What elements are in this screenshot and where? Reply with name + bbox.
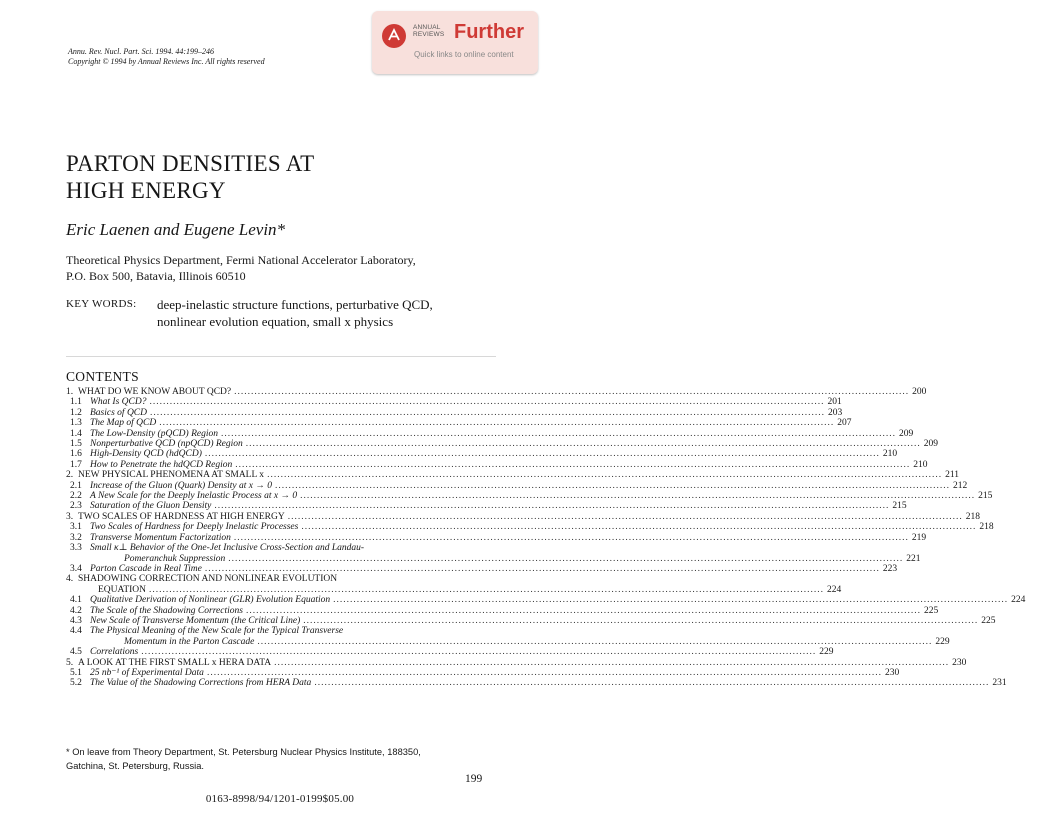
toc-entry[interactable] <box>66 574 498 584</box>
toc-leader-dots: ........................................................................................................................................................................................................ <box>245 605 921 616</box>
toc-entry-page: 224 <box>827 584 842 595</box>
toc-entry-page: 224 <box>1011 595 1026 606</box>
toc-leader-dots: ........................................................................................................................................................................................................ <box>234 387 910 397</box>
toc-entry[interactable] <box>66 449 898 460</box>
toc-entry[interactable] <box>66 553 921 564</box>
toc-entry[interactable] <box>66 511 980 522</box>
toc-entry-label: The Scale of the Shadowing Corrections <box>90 605 243 616</box>
badge-subtitle: Quick links to online content <box>414 50 514 59</box>
toc-leader-dots: ........................................................................................................................................................................................................ <box>150 407 825 418</box>
toc-entry-page: 215 <box>892 501 907 512</box>
toc-entry-label: A New Scale for the Deeply Inelastic Process at x → 0 <box>90 491 298 502</box>
toc-entry-label: Transverse Momentum Factorization <box>90 532 231 543</box>
toc-entry-number: 3.4 <box>70 563 82 574</box>
title-line2: HIGH ENERGY <box>66 178 226 203</box>
toc-leader-dots: ........................................................................................................................................................................................................ <box>214 501 890 512</box>
section-divider <box>66 356 496 357</box>
toc-entry-page: 229 <box>935 636 950 647</box>
toc-leader-dots: ........................................................................................................................................................................................................ <box>220 428 896 439</box>
toc-entry-page: 209 <box>898 428 914 439</box>
toc-entry-number: 4.5 <box>70 647 82 658</box>
keywords-text <box>157 296 497 330</box>
toc-entry-label: Increase of the Gluon (Quark) Density at x → 0 <box>90 480 272 491</box>
toc-entry-number: 4.2 <box>70 605 82 616</box>
toc-leader-dots: ........................................................................................................................................................................................................ <box>228 553 904 564</box>
toc-leader-dots: ........................................................................................................................................................................................................ <box>233 532 909 543</box>
toc-leader-dots: ........................................................................................................................................................................................................ <box>141 647 817 658</box>
toc-entry-number: 1.3 <box>70 418 82 429</box>
affiliation <box>66 252 496 284</box>
toc-entry-label: Two Scales of Hardness for Deeply Inelastic Processes <box>90 522 299 533</box>
toc-entry-label: Small κ⊥ Behavior of the One-Jet Inclusive Cross-Section and Landau- <box>90 543 365 554</box>
toc-entry-label: 25 nb⁻¹ of Experimental Data <box>90 667 204 678</box>
toc-entry-label: SHADOWING CORRECTION AND NONLINEAR EVOLUTION <box>78 574 338 585</box>
toc-entry-number: 3.1 <box>70 522 82 533</box>
toc-entry-label: Momentum in the Parton Cascade <box>124 636 255 647</box>
toc-entry[interactable] <box>66 501 907 512</box>
toc-entry-label: New Scale of Transverse Momentum (the Critical Line) <box>90 615 301 626</box>
toc-entry-page: 200 <box>912 387 927 397</box>
badge-brand <box>413 24 453 38</box>
toc-entry-page: 203 <box>828 407 843 418</box>
footnote-line2: Gatchina, St. Petersburg, Russia. <box>66 761 204 771</box>
toc-entry[interactable] <box>66 387 927 397</box>
toc-leader-dots: ........................................................................................................................................................................................................ <box>206 667 882 678</box>
toc-leader-dots: ........................................................................................................................................................................................................ <box>235 459 911 470</box>
toc-entry-label: Qualitative Derivation of Nonlinear (GLR) Evolution Equation <box>90 595 331 606</box>
toc-entry[interactable] <box>66 491 993 502</box>
toc-entry-label: How to Penetrate the hdQCD Region <box>90 459 233 470</box>
affiliation-line1: Theoretical Physics Department, Fermi National Accelerator Laboratory, <box>66 253 416 267</box>
toc-leader-dots: ........................................................................................................................................................................................................ <box>287 511 963 522</box>
badge-brand-line1: ANNUAL <box>413 24 441 31</box>
title-line1: PARTON DENSITIES AT <box>66 151 315 176</box>
toc-entry-page: 225 <box>923 605 939 616</box>
toc-entry-number: 1.7 <box>70 459 82 470</box>
toc-entry-label: The Map of QCD <box>90 418 157 429</box>
toc-entry[interactable] <box>66 470 959 481</box>
toc-entry-number: 5.2 <box>70 678 82 689</box>
toc-entry-page: 221 <box>906 553 921 564</box>
toc-entry-page: 215 <box>978 491 993 502</box>
toc-entry-number: 4.4 <box>70 626 82 637</box>
toc-entry[interactable] <box>66 459 928 470</box>
toc-leader-dots: ........................................................................................................................................................................................................ <box>149 584 825 595</box>
toc-entry[interactable] <box>66 584 842 595</box>
toc-entry-page: 229 <box>819 647 834 658</box>
toc-entry[interactable] <box>66 397 842 408</box>
toc-entry-page: 225 <box>981 615 996 626</box>
toc-leader-dots: ........................................................................................................................................................................................................ <box>274 657 950 668</box>
toc-leader-dots: ........................................................................................................................................................................................................ <box>300 491 976 502</box>
toc-entry-number: 1.5 <box>70 439 82 450</box>
toc-entry[interactable] <box>66 595 1026 606</box>
toc-leader-dots: ........................................................................................................................................................................................................ <box>257 636 933 647</box>
affiliation-line2: P.O. Box 500, Batavia, Illinois 60510 <box>66 269 246 283</box>
toc-entry[interactable] <box>66 418 852 429</box>
toc-entry-page: 207 <box>837 418 852 429</box>
toc-entry-number: 1.2 <box>70 407 82 418</box>
annual-reviews-logo-icon <box>382 24 406 48</box>
toc-leader-dots: ........................................................................................................................................................................................................ <box>267 470 943 481</box>
toc-entry-page: 201 <box>827 397 842 408</box>
toc-entry-page: 231 <box>992 678 1007 689</box>
keywords-label: KEY WORDS: <box>66 298 137 310</box>
toc-entry-label: A LOOK AT THE FIRST SMALL x HERA DATA <box>78 657 272 668</box>
toc-entry-page: 223 <box>882 563 898 574</box>
toc-entry-label: What Is QCD? <box>90 397 147 408</box>
toc-entry-label: Correlations <box>90 647 139 658</box>
toc-entry-page: 212 <box>952 480 968 491</box>
toc-entry[interactable] <box>66 563 898 574</box>
table-of-contents <box>66 387 1026 689</box>
journal-copyright: Copyright © 1994 by Annual Reviews Inc. All rights reserved <box>68 57 265 66</box>
toc-entry-page: 211 <box>945 470 959 481</box>
toc-entry[interactable] <box>66 626 498 636</box>
toc-leader-dots: ........................................................................................................................................................................................................ <box>314 678 990 689</box>
toc-leader-dots: ........................................................................................................................................................................................................ <box>333 595 1009 606</box>
toc-entry-label: Saturation of the Gluon Density <box>90 501 212 512</box>
toc-entry[interactable] <box>66 428 914 439</box>
toc-entry-number: 5. <box>66 657 74 668</box>
further-badge[interactable] <box>372 11 538 74</box>
keywords-line2: nonlinear evolution equation, small x physics <box>157 314 394 329</box>
toc-entry-number: 3.2 <box>70 532 82 543</box>
contents-heading: CONTENTS <box>66 369 139 384</box>
footnote-line1: * On leave from Theory Department, St. Petersburg Nuclear Physics Institute, 188350, <box>66 747 421 757</box>
toc-entry-page: 210 <box>882 449 898 460</box>
toc-entry-label: The Physical Meaning of the New Scale for the Typical Transverse <box>90 626 344 637</box>
toc-entry-number: 2.3 <box>70 501 82 512</box>
toc-entry-page: 219 <box>911 532 927 543</box>
toc-entry[interactable] <box>66 678 1007 689</box>
toc-entry-number: 4.3 <box>70 615 82 626</box>
toc-entry[interactable] <box>66 615 996 626</box>
toc-entry-number: 1.6 <box>70 449 82 460</box>
toc-entry-label: EQUATION <box>98 584 147 595</box>
toc-entry-number: 2.1 <box>70 480 82 491</box>
issn-line: 0163-8998/94/1201-0199$05.00 <box>205 793 355 805</box>
badge-further-label: Further <box>454 21 524 43</box>
toc-entry-number: 2.2 <box>70 491 82 502</box>
toc-entry-label: Parton Cascade in Real Time <box>90 563 202 574</box>
journal-header <box>68 47 265 67</box>
toc-entry[interactable] <box>66 532 927 543</box>
toc-leader-dots: ........................................................................................................................................................................................................ <box>149 397 825 408</box>
toc-entry-page: 230 <box>884 667 900 678</box>
toc-entry-page: 218 <box>979 522 994 533</box>
toc-entry[interactable] <box>66 543 498 553</box>
toc-leader-dots: ........................................................................................................................................................................................................ <box>274 480 950 491</box>
toc-entry-label: Nonperturbative QCD (npQCD) Region <box>90 439 243 450</box>
toc-entry-label: Pomeranchuk Suppression <box>124 553 226 564</box>
toc-entry-number: 3.3 <box>70 543 82 554</box>
toc-entry-number: 4.1 <box>70 595 82 606</box>
toc-entry[interactable] <box>66 480 968 491</box>
toc-entry[interactable] <box>66 522 994 533</box>
toc-entry-number: 5.1 <box>70 667 82 678</box>
toc-entry[interactable] <box>66 647 834 658</box>
footnote <box>66 745 502 773</box>
toc-entry-label: High-Density QCD (hdQCD) <box>90 449 202 460</box>
toc-leader-dots: ........................................................................................................................................................................................................ <box>303 615 979 626</box>
toc-entry-number: 1.1 <box>70 397 82 408</box>
toc-entry[interactable] <box>66 667 900 678</box>
toc-entry-number: 3. <box>66 511 74 522</box>
toc-entry-label: The Value of the Shadowing Corrections from HERA Data <box>90 678 312 689</box>
badge-brand-line2: REVIEWS <box>413 31 445 38</box>
toc-entry-label: The Low-Density (pQCD) Region <box>90 428 218 439</box>
toc-leader-dots: ........................................................................................................................................................................................................ <box>204 449 880 460</box>
toc-leader-dots: ........................................................................................................................................................................................................ <box>301 522 977 533</box>
toc-entry[interactable] <box>66 605 939 616</box>
article-title <box>66 150 486 204</box>
toc-entry-page: 218 <box>965 511 980 522</box>
toc-entry-page: 230 <box>952 657 967 668</box>
keywords-line1: deep-inelastic structure functions, perturbative QCD, <box>157 297 433 312</box>
toc-entry-page: 209 <box>923 439 939 450</box>
page-number: 199 <box>465 773 483 785</box>
toc-entry-number: 2. <box>66 470 74 481</box>
toc-entry[interactable] <box>66 657 967 668</box>
toc-entry-number: 1. <box>66 387 74 397</box>
toc-leader-dots: ........................................................................................................................................................................................................ <box>159 418 835 429</box>
toc-entry-label: WHAT DO WE KNOW ABOUT QCD? <box>78 387 232 397</box>
toc-entry[interactable] <box>66 407 843 418</box>
toc-entry-page: 210 <box>913 459 928 470</box>
toc-entry-label: Basics of QCD <box>90 407 147 418</box>
toc-entry[interactable] <box>66 439 939 450</box>
toc-entry-number: 1.4 <box>70 428 82 439</box>
toc-leader-dots: ........................................................................................................................................................................................................ <box>245 439 921 450</box>
toc-entry-number: 4. <box>66 574 74 585</box>
toc-entry[interactable] <box>66 636 950 647</box>
toc-entry-label: NEW PHYSICAL PHENOMENA AT SMALL x <box>78 470 265 481</box>
authors: Eric Laenen and Eugene Levin* <box>66 220 286 239</box>
journal-citation: Annu. Rev. Nucl. Part. Sci. 1994. 44:199–246 <box>68 47 215 56</box>
toc-leader-dots: ........................................................................................................................................................................................................ <box>204 563 880 574</box>
toc-entry-label: TWO SCALES OF HARDNESS AT HIGH ENERGY <box>78 511 285 522</box>
